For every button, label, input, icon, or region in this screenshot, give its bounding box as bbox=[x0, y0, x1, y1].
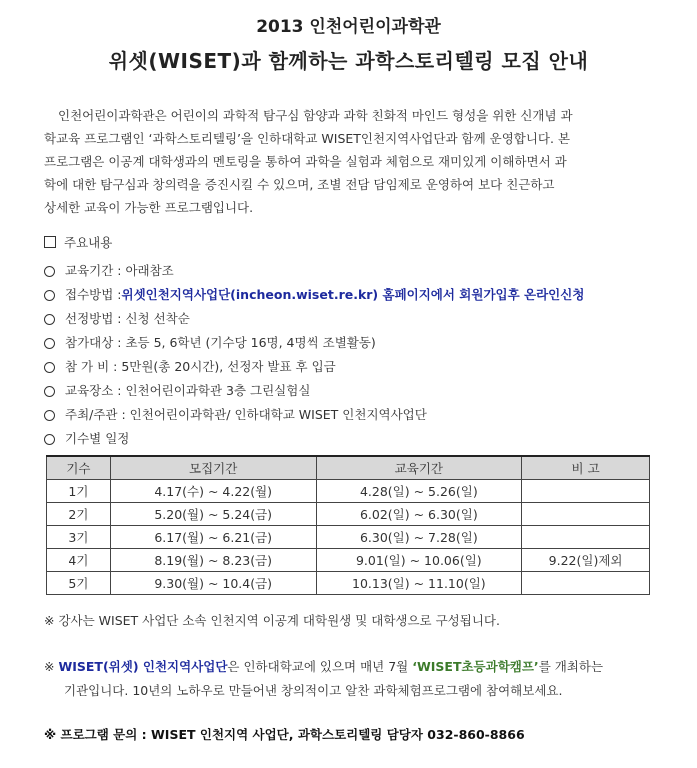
list-item-select bbox=[44, 307, 664, 331]
circle-bullet-icon bbox=[44, 314, 55, 325]
schedule-text: 기수별 일정 bbox=[65, 431, 130, 446]
square-bullet-icon bbox=[44, 236, 56, 248]
wiset-camp: ‘WISET초등과학캠프’ bbox=[412, 659, 539, 674]
list-item-apply bbox=[44, 283, 664, 307]
header-note: 비 고 bbox=[522, 456, 650, 480]
circle-bullet-icon bbox=[44, 290, 55, 301]
cell-term: 3기 bbox=[47, 526, 111, 549]
circle-bullet-icon bbox=[44, 266, 55, 277]
list-item-schedule bbox=[44, 427, 664, 451]
select-text: 선정방법 : 신청 선착순 bbox=[65, 311, 190, 326]
list-item-target bbox=[44, 331, 664, 355]
cell-term: 2기 bbox=[47, 503, 111, 526]
cell-term: 1기 bbox=[47, 480, 111, 503]
table-row bbox=[47, 503, 650, 526]
note-mark: ※ bbox=[44, 659, 59, 674]
circle-bullet-icon bbox=[44, 362, 55, 373]
table-row bbox=[47, 480, 650, 503]
table-row bbox=[47, 526, 650, 549]
circle-bullet-icon bbox=[44, 386, 55, 397]
cell-term: 5기 bbox=[47, 572, 111, 595]
intro-line: 학에 대한 탐구심과 창의력을 증진시킬 수 있으며, 조별 전담 담임제로 운영하여 보다 친근하고 bbox=[44, 177, 555, 192]
cell-note bbox=[522, 503, 650, 526]
cell-note bbox=[522, 526, 650, 549]
page-title-year: 2013 인천어린이과학관 bbox=[256, 17, 441, 37]
header-term: 기수 bbox=[47, 456, 111, 480]
list-item-host bbox=[44, 403, 664, 427]
intro-line: 상세한 교육이 가능한 프로그램입니다. bbox=[44, 200, 254, 215]
intro-line: 학교육 프로그램인 ‘과학스토리텔링’을 인하대학교 WISET인천지역사업단과 함께 운영합니다. 본 bbox=[44, 131, 571, 146]
list-item-period bbox=[44, 259, 664, 283]
list-item-fee bbox=[44, 355, 664, 379]
cell-edu: 6.02(일) ~ 6.30(일) bbox=[316, 503, 522, 526]
details-list bbox=[44, 259, 664, 451]
circle-bullet-icon bbox=[44, 410, 55, 421]
intro-paragraph bbox=[44, 104, 656, 219]
cell-recruit: 6.17(월) ~ 6.21(금) bbox=[110, 526, 316, 549]
cell-note bbox=[522, 480, 650, 503]
section-heading bbox=[44, 233, 112, 251]
cell-term: 4기 bbox=[47, 549, 111, 572]
wiset-note-line2: 기관입니다. 10년의 노하우로 만들어낸 창의적이고 알찬 과학체험프로그램에 참여해보세요. bbox=[64, 683, 563, 698]
table-row bbox=[47, 549, 650, 572]
instructor-note: ※ 강사는 WISET 사업단 소속 인천지역 이공계 대학원생 및 대학생으로 구성됩니다. bbox=[44, 613, 500, 628]
header-recruit: 모집기간 bbox=[110, 456, 316, 480]
cell-edu: 10.13(일) ~ 11.10(일) bbox=[316, 572, 522, 595]
section-heading-text: 주요내용 bbox=[64, 235, 113, 250]
circle-bullet-icon bbox=[44, 338, 55, 349]
fee-text: 참 가 비 : 5만원(총 20시간), 선정자 발표 후 입금 bbox=[65, 359, 336, 374]
schedule-table bbox=[46, 455, 650, 595]
cell-note: 9.22(일)제외 bbox=[522, 549, 650, 572]
cell-edu: 4.28(일) ~ 5.26(일) bbox=[316, 480, 522, 503]
cell-edu: 9.01(일) ~ 10.06(일) bbox=[316, 549, 522, 572]
wiset-note bbox=[44, 655, 664, 703]
apply-label: 접수방법 : bbox=[65, 287, 122, 302]
circle-bullet-icon bbox=[44, 434, 55, 445]
wiset-name: WISET(위셋) 인천지역사업단 bbox=[58, 659, 228, 674]
apply-link[interactable]: 위셋인천지역사업단(incheon.wiset.re.kr) 홈페이지에서 회원가입후 온라인신청 bbox=[121, 287, 585, 302]
contact-info: ※ 프로그램 문의 : WISET 인천지역 사업단, 과학스토리텔링 담당자 032-860-8866 bbox=[44, 727, 525, 742]
intro-line: 프로그램은 이공계 대학생과의 멘토링을 통하여 과학을 실험과 체험으로 재미있게 이해하면서 과 bbox=[44, 154, 567, 169]
place-text: 교육장소 : 인천어린이과학관 3층 그린실험실 bbox=[65, 383, 311, 398]
cell-recruit: 8.19(월) ~ 8.23(금) bbox=[110, 549, 316, 572]
list-item-place bbox=[44, 379, 664, 403]
table-header-row bbox=[47, 456, 650, 480]
header-edu: 교육기간 bbox=[316, 456, 522, 480]
target-text: 참가대상 : 초등 5, 6학년 (기수당 16명, 4명씩 조별활동) bbox=[65, 335, 376, 350]
host-text: 주최/주관 : 인천어린이과학관/ 인하대학교 WISET 인천지역사업단 bbox=[65, 407, 427, 422]
cell-recruit: 5.20(월) ~ 5.24(금) bbox=[110, 503, 316, 526]
period-text: 교육기간 : 아래참조 bbox=[65, 263, 174, 278]
page-title: 위셋(WISET)과 함께하는 과학스토리텔링 모집 안내 bbox=[108, 49, 589, 73]
cell-edu: 6.30(일) ~ 7.28(일) bbox=[316, 526, 522, 549]
intro-line: 인천어린이과학관은 어린이의 과학적 탐구심 함양과 과학 친화적 마인드 형성을 위한 신개념 과 bbox=[58, 108, 573, 123]
cell-recruit: 4.17(수) ~ 4.22(월) bbox=[110, 480, 316, 503]
cell-recruit: 9.30(월) ~ 10.4(금) bbox=[110, 572, 316, 595]
wiset-end: 를 개최하는 bbox=[538, 659, 604, 674]
cell-note bbox=[522, 572, 650, 595]
wiset-mid: 은 인하대학교에 있으며 매년 7월 bbox=[227, 659, 413, 674]
wiset-note-line1 bbox=[44, 655, 664, 679]
table-row bbox=[47, 572, 650, 595]
